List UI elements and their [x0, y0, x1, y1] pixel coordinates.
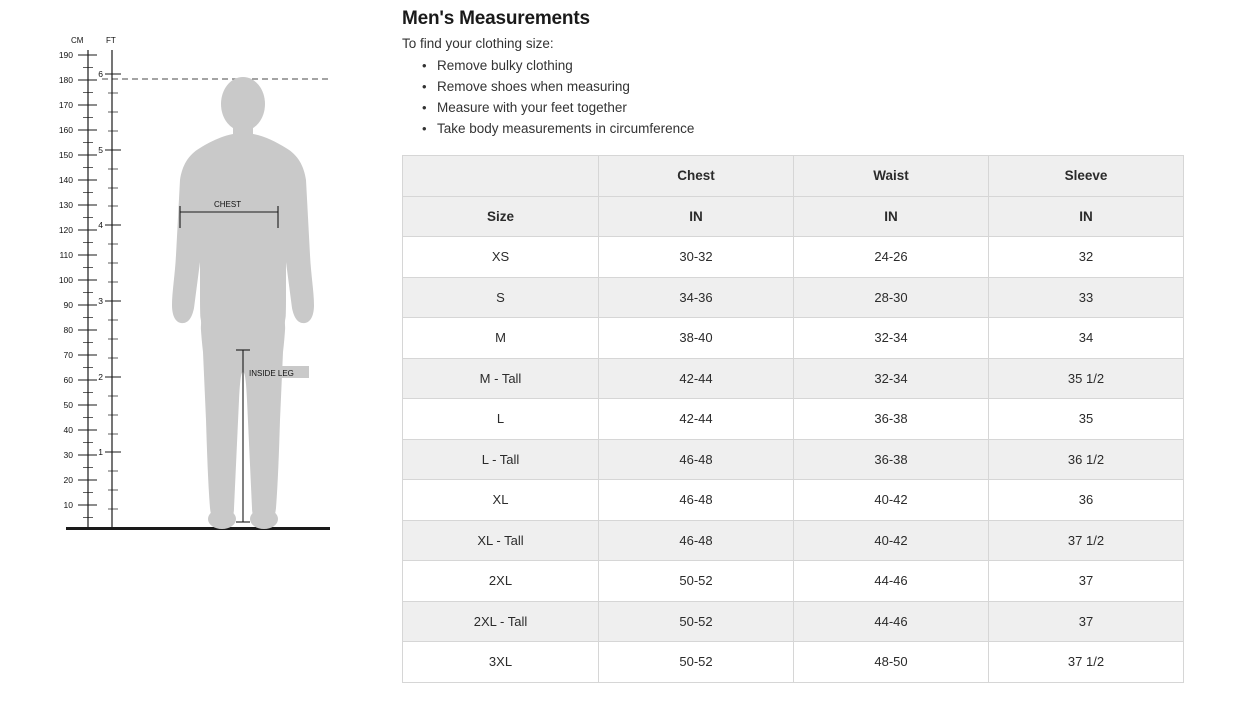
- table-row: [403, 237, 1184, 278]
- cell-size: M - Tall: [403, 358, 599, 399]
- table-unit-header-row: [403, 196, 1184, 237]
- table-group-header-row: [403, 156, 1184, 197]
- cell-waist: 40-42: [794, 520, 989, 561]
- body-measurement-illustration: [0, 0, 390, 704]
- cell-chest: 50-52: [599, 642, 794, 683]
- cell-chest: 30-32: [599, 237, 794, 278]
- cell-waist: 28-30: [794, 277, 989, 318]
- measuring-tips-list: [402, 55, 1202, 139]
- cm-tick: 140: [58, 175, 73, 185]
- ft-tick: 5: [98, 145, 103, 155]
- cm-tick: 80: [63, 325, 73, 335]
- cell-sleeve: 37 1/2: [989, 642, 1184, 683]
- cm-tick: 10: [63, 500, 73, 510]
- size-chart-table: [402, 155, 1184, 683]
- cell-waist: 36-38: [794, 399, 989, 440]
- intro-text: To find your clothing size:: [402, 36, 554, 51]
- ft-tick: 2: [98, 372, 103, 382]
- cell-sleeve: 34: [989, 318, 1184, 359]
- cell-sleeve: 32: [989, 237, 1184, 278]
- column-header-sleeve: Sleeve: [989, 156, 1184, 197]
- cell-chest: 38-40: [599, 318, 794, 359]
- cm-tick: 50: [63, 400, 73, 410]
- ft-tick: 4: [98, 220, 103, 230]
- column-header-blank: [403, 156, 599, 197]
- cell-size: M: [403, 318, 599, 359]
- cell-waist: 36-38: [794, 439, 989, 480]
- table-row: [403, 601, 1184, 642]
- cm-unit-label: CM: [71, 36, 84, 45]
- cell-size: 2XL - Tall: [403, 601, 599, 642]
- column-header-waist: Waist: [794, 156, 989, 197]
- cell-waist: 32-34: [794, 358, 989, 399]
- cell-waist: 40-42: [794, 480, 989, 521]
- cm-tick: 150: [58, 150, 73, 160]
- cell-size: L - Tall: [403, 439, 599, 480]
- table-row: [403, 277, 1184, 318]
- cell-sleeve: 37 1/2: [989, 520, 1184, 561]
- table-row: [403, 358, 1184, 399]
- cell-waist: 44-46: [794, 561, 989, 602]
- cm-tick: 130: [58, 200, 73, 210]
- cell-sleeve: 36 1/2: [989, 439, 1184, 480]
- cm-tick: 110: [59, 250, 73, 260]
- table-row: [403, 642, 1184, 683]
- list-item: • Take body measurements in circumference: [422, 118, 1202, 139]
- cell-chest: 42-44: [599, 358, 794, 399]
- cell-chest: 46-48: [599, 439, 794, 480]
- cm-tick: 170: [58, 100, 73, 110]
- ft-unit-label: FT: [106, 36, 116, 45]
- cm-tick: 70: [63, 350, 73, 360]
- table-row: [403, 318, 1184, 359]
- chest-label: CHEST: [214, 200, 242, 209]
- cm-tick: 30: [63, 450, 73, 460]
- cm-tick: 40: [63, 425, 73, 435]
- cm-tick: 180: [58, 75, 73, 85]
- cm-tick: 120: [58, 225, 73, 235]
- size-guide-content: [402, 0, 1202, 704]
- cell-size: XL - Tall: [403, 520, 599, 561]
- cm-tick: 20: [63, 475, 73, 485]
- table-row: [403, 480, 1184, 521]
- cell-size: S: [403, 277, 599, 318]
- page-title: Men's Measurements: [402, 8, 590, 29]
- unit-header-waist: IN: [794, 196, 989, 237]
- table-row: [403, 399, 1184, 440]
- table-row: [403, 439, 1184, 480]
- cell-waist: 48-50: [794, 642, 989, 683]
- ft-tick: 1: [98, 447, 103, 457]
- unit-header-size: Size: [403, 196, 599, 237]
- cell-waist: 44-46: [794, 601, 989, 642]
- cell-size: 3XL: [403, 642, 599, 683]
- cell-waist: 24-26: [794, 237, 989, 278]
- unit-header-chest: IN: [599, 196, 794, 237]
- cell-chest: 34-36: [599, 277, 794, 318]
- cm-tick: 60: [63, 375, 73, 385]
- column-header-chest: Chest: [599, 156, 794, 197]
- cell-sleeve: 35 1/2: [989, 358, 1184, 399]
- ft-tick: 6: [98, 69, 103, 79]
- cell-waist: 32-34: [794, 318, 989, 359]
- measurement-figure-panel: [0, 0, 390, 704]
- cell-chest: 42-44: [599, 399, 794, 440]
- table-row: [403, 520, 1184, 561]
- cell-size: L: [403, 399, 599, 440]
- cell-size: 2XL: [403, 561, 599, 602]
- table-row: [403, 561, 1184, 602]
- cell-sleeve: 37: [989, 561, 1184, 602]
- cell-size: XS: [403, 237, 599, 278]
- cm-tick: 160: [58, 125, 73, 135]
- list-item: • Remove bulky clothing: [422, 55, 1202, 76]
- list-item: • Measure with your feet together: [422, 97, 1202, 118]
- cell-sleeve: 33: [989, 277, 1184, 318]
- cm-tick: 90: [63, 300, 73, 310]
- cell-size: XL: [403, 480, 599, 521]
- cell-chest: 50-52: [599, 601, 794, 642]
- cm-tick: 190: [58, 50, 73, 60]
- cell-sleeve: 36: [989, 480, 1184, 521]
- cell-chest: 46-48: [599, 480, 794, 521]
- ft-tick: 3: [98, 296, 103, 306]
- list-item: • Remove shoes when measuring: [422, 76, 1202, 97]
- cell-sleeve: 35: [989, 399, 1184, 440]
- unit-header-sleeve: IN: [989, 196, 1184, 237]
- cell-chest: 46-48: [599, 520, 794, 561]
- cell-sleeve: 37: [989, 601, 1184, 642]
- inside-leg-label: INSIDE LEG: [249, 369, 294, 378]
- cm-tick: 100: [58, 275, 73, 285]
- cell-chest: 50-52: [599, 561, 794, 602]
